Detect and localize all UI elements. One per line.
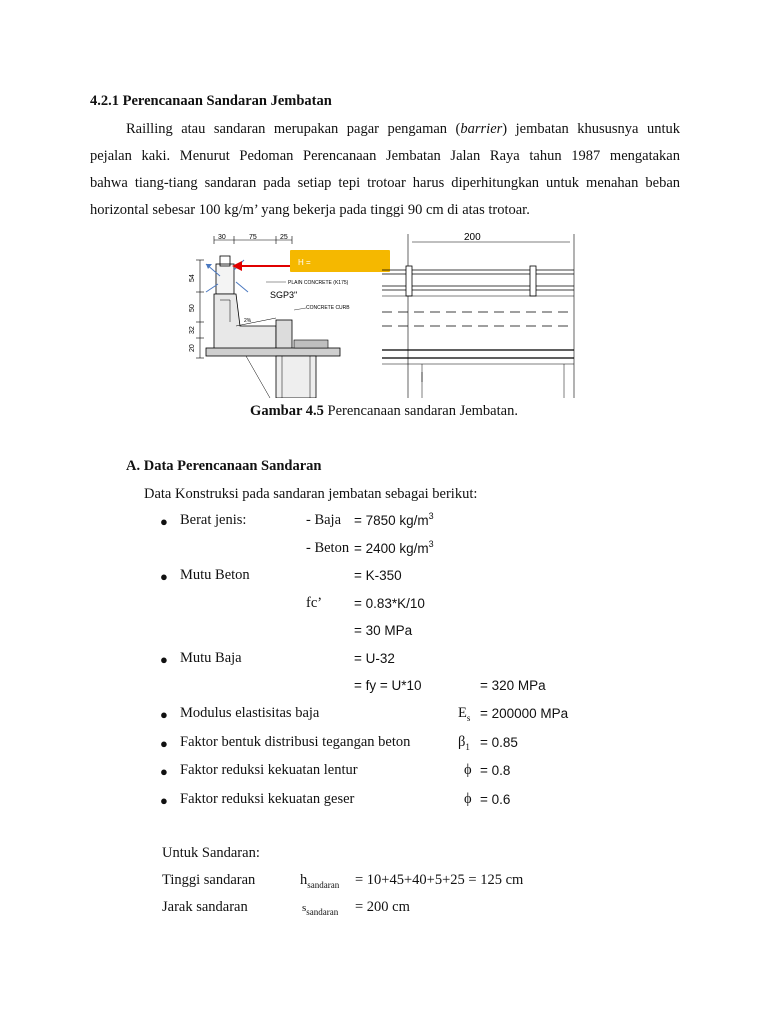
dim-25: 25 — [280, 234, 288, 241]
h-sandaran-symbol: $h_{sandaran}$ — [300, 872, 340, 890]
bullet: ● — [160, 736, 168, 751]
sgp-label: SGP3" — [270, 290, 298, 300]
bullet: ● — [160, 514, 168, 529]
plain-concrete-label: PLAIN CONCRETE (K175) — [288, 280, 349, 286]
phi-symbol: ϕ — [464, 791, 472, 807]
phi-geser-value: = 0.6 — [480, 792, 511, 807]
beton-label: - Beton — [306, 540, 350, 556]
faktor-bentuk-label: Faktor bentuk distribusi tegangan beton — [180, 734, 411, 750]
intro-paragraph — [90, 116, 680, 224]
mutu-beton-label: Mutu Beton — [180, 567, 250, 583]
mutu-baja-value: = U-32 — [354, 651, 395, 666]
faktor-geser-label: Faktor reduksi kekuatan geser — [180, 791, 355, 807]
fc-value: = 0.83*K/10 — [354, 596, 425, 611]
dim-20: 20 — [189, 344, 196, 352]
beta-value: = 0.85 — [480, 735, 518, 750]
tinggi-value: = 10+45+40+5+25 = 125 cm — [355, 872, 524, 888]
jarak-value: = 200 cm — [355, 899, 410, 915]
dim-32: 32 — [189, 326, 196, 334]
barrier-term: barrier — [460, 121, 503, 137]
mutu-beton-value: = K-350 — [354, 568, 402, 583]
railing-drawing — [186, 230, 582, 398]
s-sandaran-symbol: $s_{sandaran}$ — [302, 902, 339, 917]
bullet: ● — [160, 652, 168, 667]
subsection-intro: Data Konstruksi pada sandaran jembatan sebagai berikut: — [144, 486, 478, 502]
concrete-curb-label: CONCRETE CURB — [306, 305, 350, 311]
es-symbol: $E_s$ — [458, 705, 471, 723]
figure-caption: Gambar 4.5 Perencanaan sandaran Jembatan. — [250, 403, 518, 419]
fc-result: = 30 MPa — [354, 623, 413, 638]
dim-50: 50 — [189, 304, 196, 312]
baja-value: = 7850 $kg/m^3$ — [354, 511, 434, 528]
bullet: ● — [160, 764, 168, 779]
fy-value: = fy = U*10 — [354, 678, 422, 693]
modulus-label: Modulus elastisitas baja — [180, 705, 320, 721]
sandaran-title: Untuk Sandaran: — [162, 845, 260, 861]
h-label: H = — [298, 258, 311, 267]
phi-symbol: ϕ — [464, 762, 472, 778]
paragraph-line-4: horizontal sebesar 100 kg/m’ yang bekerja pada tinggi 90 cm di atas trotoar. — [90, 202, 530, 218]
subsection-title: A. Data Perencanaan Sandaran — [126, 458, 322, 474]
fc-label: fc’ — [306, 595, 323, 611]
dim-54: 54 — [189, 274, 196, 282]
paragraph-line-1: Railling atau sandaran merupakan pagar pengaman (barrier) jembatan khususnya untuk — [126, 121, 680, 137]
bullet: ● — [160, 793, 168, 808]
phi-lentur-value: = 0.8 — [480, 763, 511, 778]
beton-value: = 2400 $kg/m^3$ — [354, 539, 434, 556]
jarak-label: Jarak sandaran — [162, 899, 248, 915]
beta-symbol: $\beta_1$ — [458, 734, 470, 752]
berat-jenis-label: Berat jenis: — [180, 512, 247, 528]
bullet: ● — [160, 569, 168, 584]
mutu-baja-label: Mutu Baja — [180, 650, 242, 666]
dim-75: 75 — [249, 234, 257, 241]
faktor-lentur-label: Faktor reduksi kekuatan lentur — [180, 762, 358, 778]
section-heading: 4.2.1 Perencanaan Sandaran Jembatan — [90, 93, 332, 109]
baja-label: - Baja — [306, 512, 342, 528]
es-value: = 200000 MPa — [480, 706, 569, 721]
bullet: ● — [160, 707, 168, 722]
fy-result: = 320 MPa — [480, 678, 546, 693]
dim-30: 30 — [218, 234, 226, 241]
slope-label: 2% — [244, 318, 252, 324]
tinggi-label: Tinggi sandaran — [162, 872, 256, 888]
dim-200: 200 — [464, 232, 481, 243]
paragraph-line-3: bahwa tiang-tiang sandaran pada setiap tepi trotoar harus diperhitungkan untuk menahan beban — [90, 175, 680, 191]
paragraph-line-2: pejalan kaki. Menurut Pedoman Perencanaan Jembatan Jalan Raya tahun 1987 mengatakan — [90, 148, 680, 164]
